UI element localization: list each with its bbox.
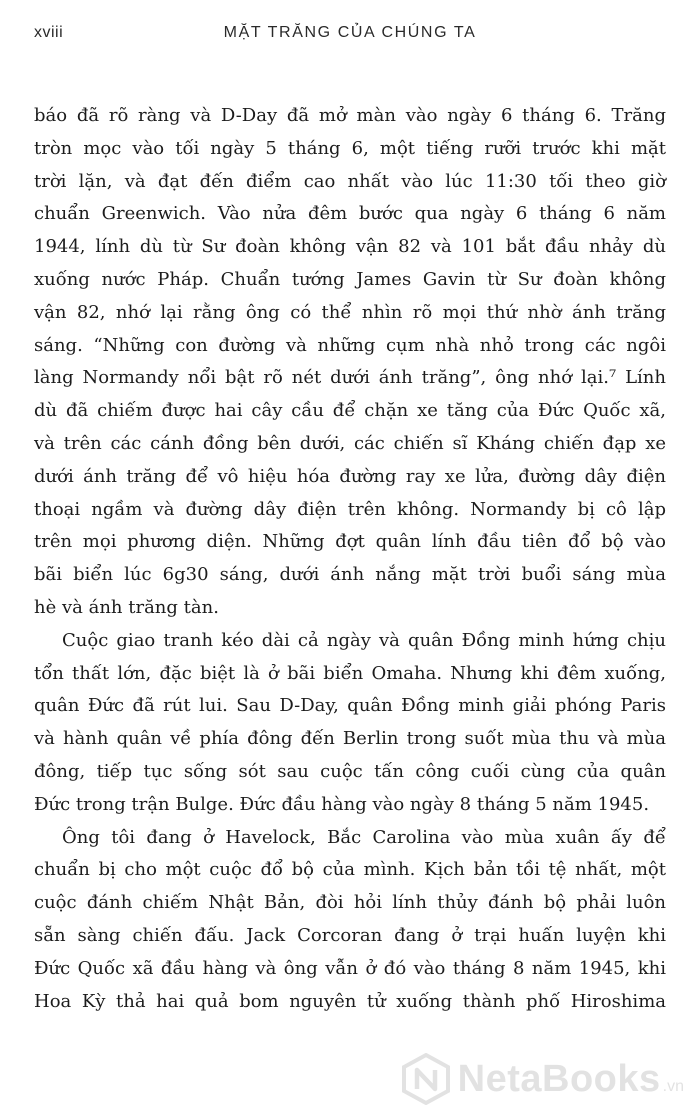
text-line: dưới ánh trăng để vô hiệu hóa đường ray xe lửa, đường dây điện xyxy=(34,465,666,487)
text-line: trời lặn, và đạt đến điểm cao nhất vào lúc 11:30 tối theo giờ xyxy=(34,170,666,192)
text-line: Cuộc giao tranh kéo dài cả ngày và quân Đồng minh hứng chịu xyxy=(62,629,666,651)
text-line: xuống nước Pháp. Chuẩn tướng James Gavin từ Sư đoàn không xyxy=(34,268,666,290)
body-text xyxy=(34,100,666,1018)
text-line: 1944, lính dù từ Sư đoàn không vận 82 và 101 bắt đầu nhảy dù xyxy=(34,236,666,258)
watermark-suffix: .vn xyxy=(662,1078,684,1095)
text-line: trên mọi phương diện. Những đợt quân lính đầu tiên đổ bộ vào xyxy=(34,531,666,553)
text-line: Hoa Kỳ thả hai quả bom nguyên tử xuống thành phố Hiroshima xyxy=(34,990,666,1012)
text-line: chuẩn Greenwich. Vào nửa đêm bước qua ngày 6 tháng 6 năm xyxy=(34,203,666,225)
text-line: báo đã rõ ràng và D-Day đã mở màn vào ngày 6 tháng 6. Trăng xyxy=(34,105,666,126)
text-line: dù đã chiếm được hai cây cầu để chặn xe tăng của Đức Quốc xã, xyxy=(34,400,666,422)
text-line: làng Normandy nổi bật rõ nét dưới ánh trăng”, ông nhớ lại.⁷ Lính xyxy=(34,367,666,389)
text-line: quân Đức đã rút lui. Sau D-Day, quân Đồng minh giải phóng Paris xyxy=(34,695,666,717)
text-line: hè và ánh trăng tàn. xyxy=(34,596,219,618)
text-line: cuộc đánh chiếm Nhật Bản, đòi hỏi lính thủy đánh bộ phải luôn xyxy=(34,892,666,914)
text-line: sẵn sàng chiến đấu. Jack Corcoran đang ở trại huấn luyện khi xyxy=(34,924,666,946)
paragraph xyxy=(34,100,666,625)
text-line: tổn thất lớn, đặc biệt là ở bãi biển Omaha. Nhưng khi đêm xuống, xyxy=(34,662,666,684)
watermark-text: NetaBooks xyxy=(457,1057,661,1100)
text-line: đông, tiếp tục sống sót sau cuộc tấn công cuối cùng của quân xyxy=(34,760,666,782)
text-line: sáng. “Những con đường và những cụm nhà nhỏ trong các ngôi xyxy=(34,334,666,356)
text-line: bãi biển lúc 6g30 sáng, dưới ánh nắng mặt trời buổi sáng mùa xyxy=(34,564,666,586)
text-line: và trên các cánh đồng bên dưới, các chiến sĩ Kháng chiến đạp xe xyxy=(34,432,666,454)
text-line: chuẩn bị cho một cuộc đổ bộ của mình. Kịch bản tồi tệ nhất, một xyxy=(34,859,666,881)
paragraph xyxy=(34,625,666,822)
running-title: MẶT TRĂNG CỦA CHÚNG TA xyxy=(223,24,477,41)
text-line: tròn mọc vào tối ngày 5 tháng 6, một tiếng rưỡi trước khi mặt xyxy=(34,137,666,159)
netabooks-logo-icon xyxy=(402,1053,450,1105)
watermark xyxy=(402,1050,684,1108)
text-line: và hành quân về phía đông đến Berlin trong suốt mùa thu và mùa xyxy=(34,728,666,750)
text-line: Ông tôi đang ở Havelock, Bắc Carolina vào mùa xuân ấy để xyxy=(62,826,666,848)
text-line: Đức Quốc xã đầu hàng và ông vẫn ở đó vào tháng 8 năm 1945, khi xyxy=(34,957,666,979)
running-head xyxy=(34,20,666,48)
text-line: thoại ngầm và đường dây điện trên không. Normandy bị cô lập xyxy=(34,498,666,520)
page-number: xviii xyxy=(34,24,64,41)
paragraph xyxy=(34,822,666,1019)
text-line: vận 82, nhớ lại rằng ông có thể nhìn rõ mọi thứ nhờ ánh trăng xyxy=(34,301,666,323)
text-line: Đức trong trận Bulge. Đức đầu hàng vào ngày 8 tháng 5 năm 1945. xyxy=(34,793,650,815)
